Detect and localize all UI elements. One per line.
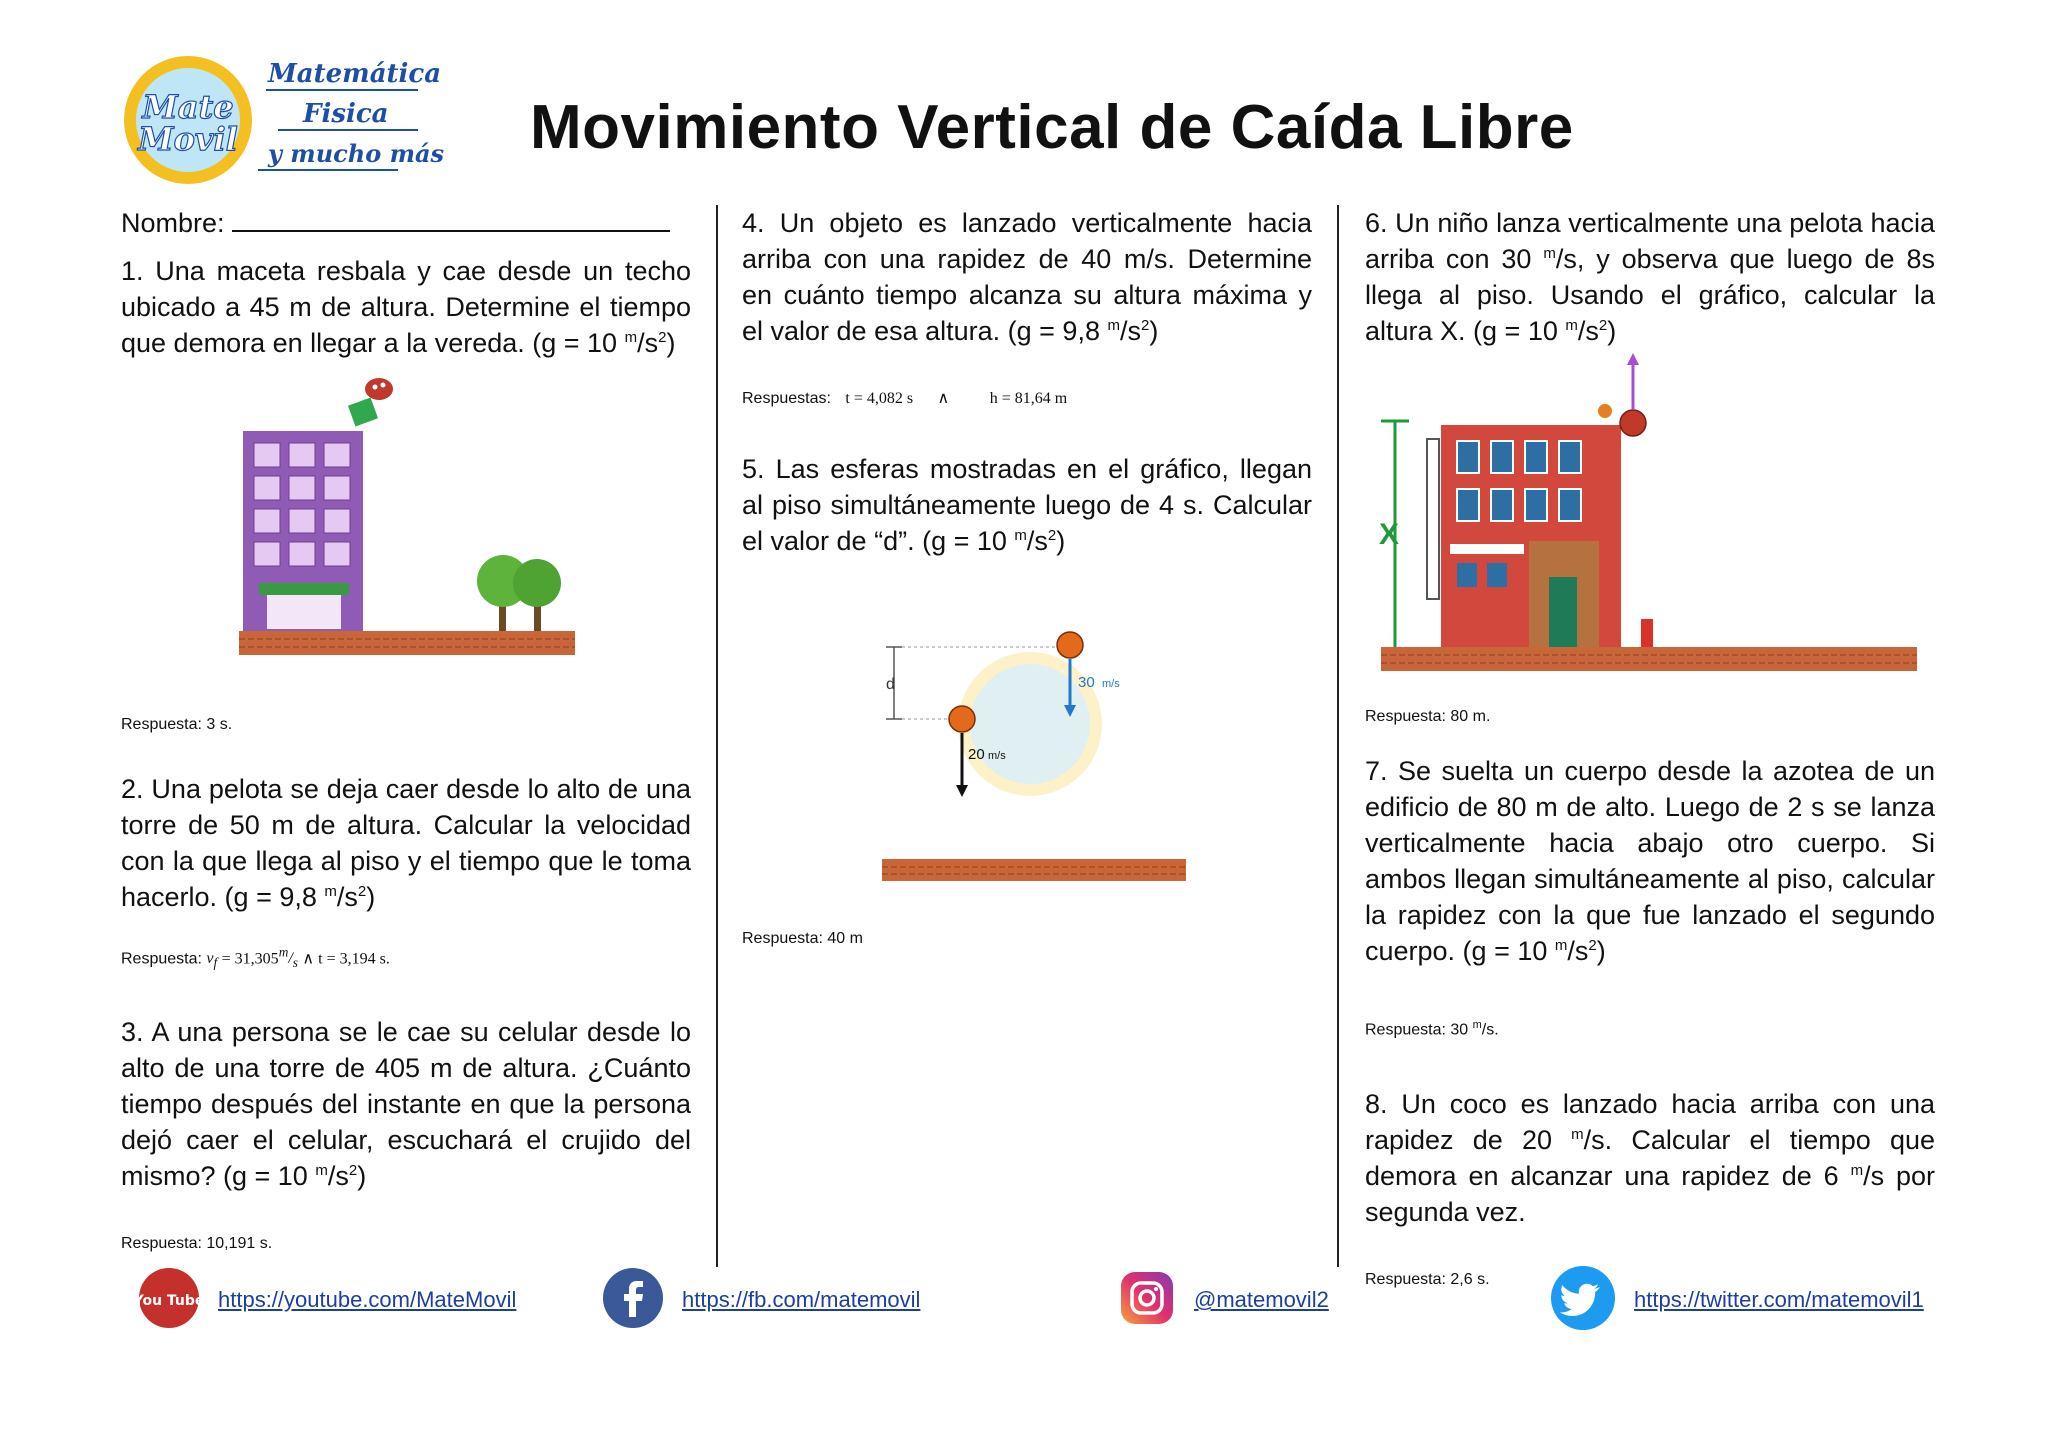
problem-8-text-b: /s. Calcular el tiempo que demora en alcanzar una rapidez de 6 [1365, 1125, 1935, 1192]
problem-4-answer-and: ∧ [937, 390, 950, 407]
problem-8-answer: Respuesta: 2,6 s. [1365, 1271, 1490, 1289]
problem-4-text: 4. Un objeto es lanzado verticalmente hacia arriba con una rapidez de 40 m/s. Determine en cuánto tiempo alcanza su altura máxima y el valor de esa altura. (g = 9,8 [742, 208, 1312, 346]
fig-x-label: X [1379, 518, 1400, 551]
logo-tag-matematica: Matemática [268, 59, 442, 89]
column-3 [1365, 205, 1935, 1290]
name-blank-line[interactable] [232, 206, 670, 232]
problem-7-answer-unit: /s. [1481, 1021, 1499, 1039]
fig-v1-label: 30 [1078, 674, 1095, 691]
problem-1: 1. Una maceta resbala y cae desde un techo ubicado a 45 m de altura. Determine el tiempo que demora en llegar a la vereda. (g = 10 $^m/s^2$) [121, 256, 691, 358]
problem-5-answer: Respuesta: 40 m [742, 930, 863, 947]
problem-4: 4. Un objeto es lanzado verticalmente hacia arriba con una rapidez de 40 m/s. Determine en cuánto tiempo alcanza su altura máxima y el valor de esa altura. (g = 9,8 $^m/s^2$) [742, 208, 1312, 346]
fig-d-label: d [886, 676, 895, 693]
problem-7: 7. Se suelta un cuerpo desde la azotea de un edificio de 80 m de alto. Luego de 2 s se lanza verticalmente hacia abajo otro cuerpo. Si ambos llegan simultáneamente al piso, calcular la rapidez con la que fue lanzado el segundo cuerpo. (g = 10 $^m/s^2$) [1365, 756, 1935, 966]
fig-v2-label: 20 [968, 746, 985, 763]
svg-text:m/s: m/s [988, 750, 1006, 762]
problem-7-answer-value: Respuesta: 30 [1365, 1021, 1473, 1039]
problem-4-answer-h: h = 81,64 m [989, 390, 1068, 407]
logo-tag-mucho: y mucho más [268, 139, 445, 168]
youtube-icon[interactable] [133, 1267, 205, 1334]
figure-building-falling-pot [121, 361, 691, 721]
instagram-link[interactable]: @matemovil2 [1194, 1287, 1329, 1312]
twitter-icon[interactable] [1550, 1265, 1616, 1336]
problem-2: 2. Una pelota se deja caer desde lo alto de una torre de 50 m de altura. Calcular la velocidad con la que llega al piso y el tiempo que le toma hacerlo. (g = 9,8 $^m/s^2$) [121, 774, 691, 912]
problem-5: 5. Las esferas mostradas en el gráfico, llegan al piso simultáneamente luego de 4 s. Calcular el valor de “d”. (g = 10 $^m/s^2$) [742, 454, 1312, 556]
name-label: Nombre: [121, 208, 225, 238]
column-divider-1 [716, 205, 718, 1267]
problem-3-answer: Respuesta: 10,191 s. [121, 1234, 273, 1252]
problem-7-answer: Respuesta: 30 $^m$/s. [1365, 1019, 1499, 1039]
footer-twitter [1550, 1270, 1924, 1330]
facebook-link[interactable]: https://fb.com/matemovil [682, 1287, 921, 1312]
problem-2-answer: Respuesta: $v_f = 31,305^m/_s$ ∧ t = 3,194 s. [121, 945, 390, 971]
problem-8-text-c: /s por segunda vez. [1365, 1161, 1936, 1228]
problem-4-answer-label: Respuestas: [742, 390, 831, 407]
matemovil-logo [118, 50, 445, 190]
problem-8: 8. Un coco es lanzado hacia arriba con una rapidez de 20 $^m$/s. Calcular el tiempo que demora en alcanzar una rapidez de 6 $^m$/s por segunda vez. [1365, 1089, 1936, 1228]
figure-red-building [1365, 349, 1935, 709]
figure-two-spheres [742, 559, 1312, 929]
page-title: Movimiento Vertical de Caída Libre [530, 93, 1574, 162]
problem-2-answer-vf: = 31,305 [221, 950, 279, 968]
problem-8-text: 8. Un coco es lanzado hacia arriba con una rapidez de 20 [1365, 1089, 1935, 1156]
name-field [121, 205, 691, 241]
problem-2-answer-t: ∧ t = 3,194 s. [302, 950, 390, 968]
twitter-link[interactable]: https://twitter.com/matemovil1 [1634, 1287, 1924, 1312]
column-1 [121, 205, 691, 1254]
column-2 [742, 205, 1312, 949]
problem-4-answer [742, 389, 1312, 409]
problem-2-text: 2. Una pelota se deja caer desde lo alto de una torre de 50 m de altura. Calcular la velocidad con la que llega al piso y el tiempo que le toma hacerlo. (g = 9,8 [121, 774, 691, 912]
column-divider-2 [1337, 205, 1339, 1267]
youtube-icon-text: You Tube [133, 1292, 205, 1309]
footer-youtube [133, 1270, 517, 1330]
youtube-link[interactable]: https://youtube.com/MateMovil [218, 1287, 517, 1312]
problem-2-answer-label: Respuesta: [121, 950, 202, 968]
problem-5-text: 5. Las esferas mostradas en el gráfico, llegan al piso simultáneamente luego de 4 s. Calcular el valor de “d”. (g = 10 [742, 454, 1312, 556]
logo-movil-text: Movil [138, 120, 238, 158]
problem-1-text: 1. Una maceta resbala y cae desde un techo ubicado a 45 m de altura. Determine el tiempo que demora en llegar a la vereda. (g = 10 [121, 256, 691, 358]
problem-6-answer: Respuesta: 80 m. [1365, 708, 1491, 725]
problem-1-answer: Respuesta: 3 s. [121, 716, 233, 733]
problem-4-answer-t: t = 4,082 s [845, 390, 914, 407]
problem-6-text: 6. Un niño lanza verticalmente una pelota hacia arriba con 30 [1365, 208, 1935, 274]
problem-7-text: 7. Se suelta un cuerpo desde la azotea de un edificio de 80 m de alto. Luego de 2 s se lanza verticalmente hacia abajo otro cuerpo. Si ambos llegan simultáneamente al piso, calcular la rapidez con la que fue lanzado el segundo cuerpo. (g = 10 [1365, 756, 1935, 966]
logo-mate-text: Mate [142, 88, 234, 126]
footer-facebook [602, 1270, 920, 1330]
problem-3-text: 3. A una persona se le cae su celular desde lo alto de una torre de 405 m de altura. ¿Cuánto tiempo después del instante en que la persona dejó caer el celular, escuchará el crujido del mismo? (g = 10 [121, 1016, 691, 1191]
instagram-icon[interactable] [1118, 1269, 1176, 1332]
problem-6-text-b: /s, y observa que luego de 8s llega al piso. Usando el gráfico, calcular la altura X. (g = 10 [1365, 244, 1935, 346]
problem-6: 6. Un niño lanza verticalmente una pelota hacia arriba con 30 $^m$/s, y observa que luego de 8s llega al piso. Usando el gráfico, calcular la altura X. (g = 10 $^m/s^2$) [1365, 208, 1935, 346]
footer-instagram [1118, 1270, 1329, 1330]
problem-3: 3. A una persona se le cae su celular desde lo alto de una torre de 405 m de altura. ¿Cuánto tiempo después del instante en que la persona dejó caer el celular, escuchará el crujido del mismo? (g = 10 $^m/s^2$) [121, 1016, 691, 1191]
facebook-icon[interactable] [602, 1267, 664, 1334]
svg-text:m/s: m/s [1102, 678, 1120, 690]
logo-tag-fisica: Fisica [303, 99, 389, 129]
